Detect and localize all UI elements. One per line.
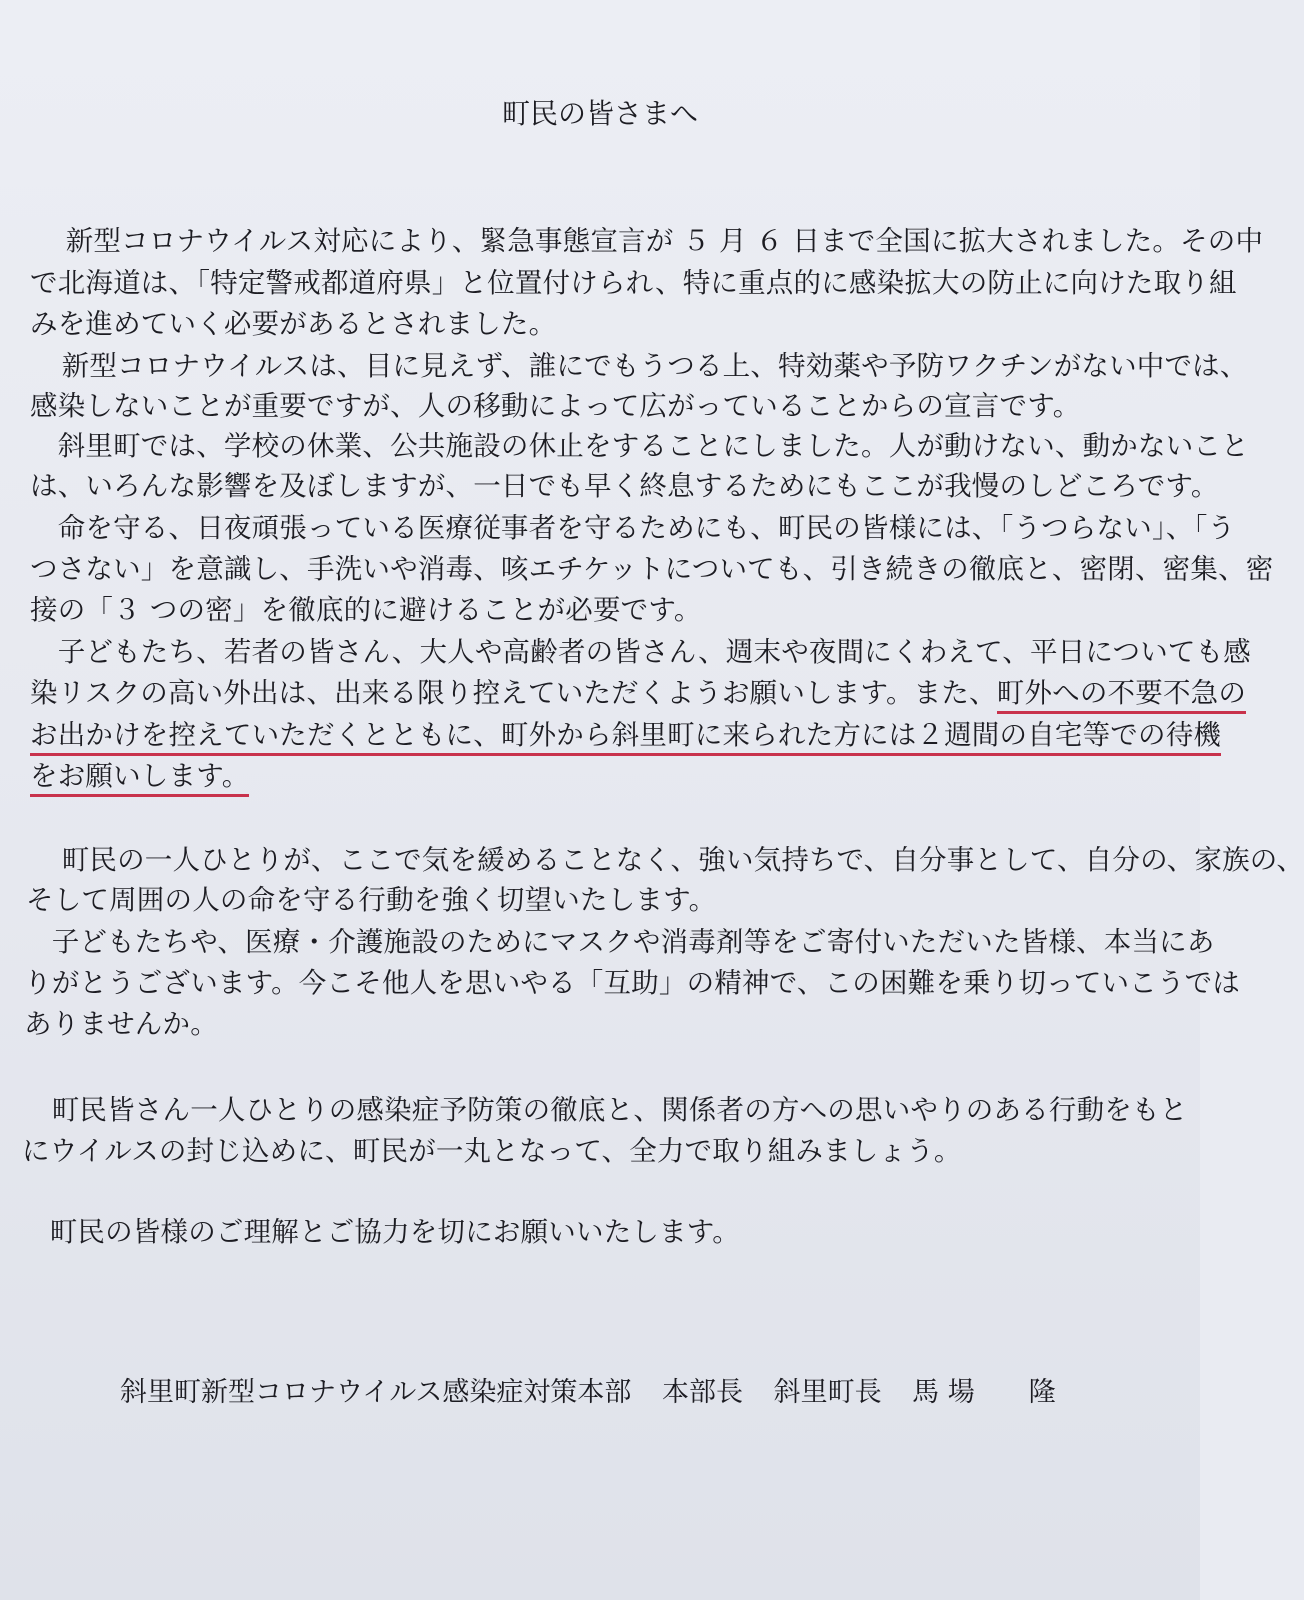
text-line: ありませんか。 [24,1008,218,1040]
text-segment: 染リスクの高い外出は、出来る限り控えていただくようお願いします。また、 [30,677,997,709]
text-line: 感染しないことが重要ですが、人の移動によって広がっていることからの宣言です。 [30,390,1081,422]
signature-role: 本部長 [661,1377,743,1408]
text-line [30,758,249,794]
text-line: 町民の一人ひとりが、ここで気を緩めることなく、強い気持ちで、自分事として、自分の、家族の、 [34,844,1304,876]
text-line: 新型コロナウイルス対応により、緊急事態宣言が ５ 月 ６ 日まで全国に拡大されました。その中 [38,225,1264,257]
text-line: 新型コロナウイルスは、目に見えず、誰にでもうつる上、特効薬や予防ワクチンがない中では、 [34,350,1248,382]
underlined-request: 町外への不要不急の [997,677,1246,714]
text-line: 子どもたちや、医療・介護施設のためにマスクや消毒剤等をご寄付いただいた皆様、本当にあ [24,926,1215,958]
text-line: 町民皆さん一人ひとりの感染症予防策の徹底と、関係者の方への思いやりのある行動をもと [24,1094,1188,1126]
underlined-request: をお願いします。 [30,760,249,797]
signature-name: 馬 場 隆 [912,1377,1056,1408]
text-line [30,675,1246,711]
signature-block [120,1370,1078,1409]
text-line: りがとうございます。今こそ他人を思いやる「互助」の精神で、この困難を乗り切っていこうでは [24,967,1241,999]
text-line: つさない」を意識し、手洗いや消毒、咳エチケットについても、引き続きの徹底と、密閉、密集、密 [30,553,1274,585]
text-line [30,717,1221,753]
text-line: 命を守る、日夜頑張っている医療従事者を守るためにも、町民の皆様には、「うつらない」、「う [30,512,1236,544]
text-line: にウイルスの封じ込めに、町民が一丸となって、全力で取り組みましょう。 [22,1135,962,1167]
text-line: は、いろんな影響を及ぼしますが、一日でも早く終息するためにもここが我慢のしどころです。 [30,470,1219,502]
text-line: みを進めていく必要があるとされました。 [30,308,557,340]
text-line: そして周囲の人の命を守る行動を強く切望いたします。 [26,884,717,916]
letter-title: 町民の皆さまへ [501,97,698,130]
signature-organization: 斜里町新型コロナウイルス感染症対策本部 [120,1377,632,1408]
signature-position: 斜里町長 [773,1377,882,1408]
underlined-request: お出かけを控えていただくとともに、町外から斜里町に来られた方には２週間の自宅等での待機 [30,719,1221,756]
text-line: 接の「３ つの密」を徹底的に避けることが必要です。 [30,594,702,626]
text-line: で北海道は、「特定警戒都道府県」と位置付けられ、特に重点的に感染拡大の防止に向けた取り組 [30,267,1237,299]
text-line: 町民の皆様のご理解とご協力を切にお願いいたします。 [22,1216,740,1248]
text-line: 斜里町では、学校の休業、公共施設の休止をすることにしました。人が動けない、動かないこと [30,430,1249,462]
text-line: 子どもたち、若者の皆さん、大人や高齢者の皆さん、週末や夜間にくわえて、平日についても感 [30,636,1251,668]
